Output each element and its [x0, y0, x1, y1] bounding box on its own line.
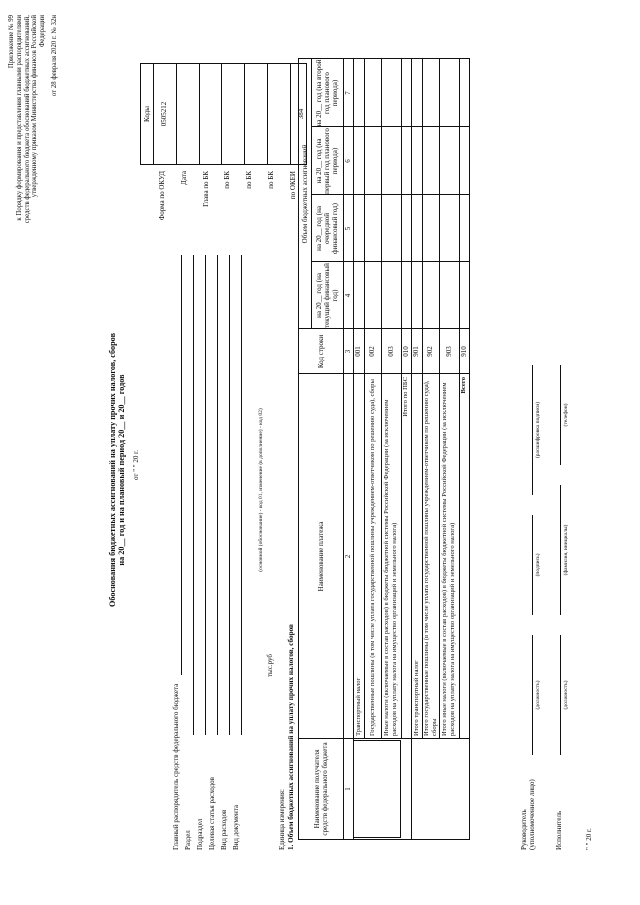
grid-line: [343, 59, 344, 839]
th-recipient: Наименование получателя средств федерального бюджета: [312, 742, 329, 836]
column-number: 5: [343, 226, 352, 231]
payment-name: Государственные пошлины (в том числе уплата государственной пошлины учреждением-ответчиком по решению суда), сборы: [368, 379, 376, 736]
header-field-row: [220, 250, 232, 850]
column-number: 3: [343, 349, 352, 354]
signature-line: [560, 365, 561, 465]
header-field-row: [196, 250, 208, 850]
th-col6: на 20__ год (на первый год планового периода): [314, 128, 340, 194]
column-number: 6: [343, 159, 352, 163]
column-number: 7: [343, 91, 352, 95]
section-title: 1. Объем бюджетных ассигнований на уплату прочих налогов, сборов: [287, 624, 295, 850]
code-value: 0505212: [154, 64, 177, 164]
code-label: по БК: [245, 171, 254, 189]
sig-position-caption: (должность): [535, 680, 541, 710]
code-label: по БК: [223, 171, 232, 189]
head-label-line: Руководитель: [520, 809, 528, 850]
row-code: 901: [412, 346, 421, 357]
code-label: по БК: [266, 171, 275, 189]
appendix-line: от 28 февраля 2020 г. № 32н: [51, 15, 59, 97]
payment-name: Итого государственные пошлины (в том числе уплата государственной пошлины учреждением-ответчиком по решению суда), сборы: [422, 380, 438, 736]
header-field-label: Подраздел: [196, 818, 204, 850]
column-number: 2: [343, 554, 352, 559]
header-field-label: Вид расходов: [220, 809, 228, 850]
code-label: Глава по БК: [201, 171, 210, 207]
header-field-label: Вид документа: [232, 804, 240, 850]
header-field-label: Целевая статья расходов: [208, 777, 216, 850]
payment-name: Всего: [460, 377, 468, 394]
allocations-table: [298, 58, 470, 840]
grid-line: [299, 738, 469, 739]
exec-fio-caption: (фамилия, инициалы): [563, 524, 569, 576]
unit-label: Единица измерения:: [278, 789, 286, 850]
payment-name: Иные налоги (включаемые в состав расходов) в бюджеты бюджетной системы Российской Федерации (за исключением расходов на уплату налога на имущество организаций и земельного налога): [383, 399, 398, 736]
doc-type-hint: (основной (обоснование) - код 01, изменение (в дополнение) - код 02): [258, 408, 264, 572]
column-number: 1: [343, 787, 352, 791]
grid-line: [381, 59, 382, 739]
codes-header: Коды: [141, 64, 154, 164]
head-label: [520, 779, 536, 850]
appendix-note: [8, 15, 59, 345]
sig-decoding-caption: (расшифровка подписи): [535, 401, 541, 459]
signature-line: [532, 635, 533, 755]
code-value: [200, 64, 223, 164]
code-value: [222, 64, 245, 164]
grid-line: [364, 59, 365, 739]
header-field-line: [217, 255, 218, 735]
codes-box: [140, 63, 307, 165]
header-field-line: [229, 255, 230, 735]
signature-line: [560, 485, 561, 615]
signature-line: [532, 515, 533, 615]
column-number: 4: [343, 293, 352, 298]
row-code: 003: [386, 346, 395, 357]
appendix-line: утвержденному приказом Министерства финансов Российской: [31, 15, 39, 198]
header-field-row: [232, 250, 244, 850]
row-code: 902: [426, 346, 435, 357]
header-field-row: [184, 250, 196, 850]
header-fields: [172, 250, 244, 850]
header-field-line: [241, 255, 242, 735]
header-field-row: [172, 250, 184, 850]
grid-line: [401, 59, 402, 739]
payment-name: Транспортный налог: [354, 677, 362, 736]
code-label: Дата: [179, 171, 188, 185]
grid-line: [353, 59, 354, 839]
th-payment: Наименование платежа: [316, 521, 325, 592]
signature-line: [560, 635, 561, 755]
th-col7: на 20__ год (на второй год планового периода): [314, 59, 340, 127]
row-code: 903: [444, 346, 453, 357]
title-date: от " " 20 г.: [132, 450, 140, 481]
document-title: [108, 255, 127, 685]
code-label: Форма по ОКУД: [158, 171, 166, 221]
exec-position-caption: (должность): [563, 680, 569, 710]
grid-line: [311, 261, 469, 262]
appendix-line: Федерации: [39, 15, 47, 48]
grid-line: [411, 59, 412, 839]
code-value: [245, 64, 268, 164]
signature-date: " " 20 г.: [585, 828, 593, 850]
grid-line: [459, 59, 460, 739]
row-code: 010: [401, 346, 410, 357]
code-value: [177, 64, 200, 164]
code-value: [268, 64, 291, 164]
payment-name: Итого по ПБС: [402, 377, 410, 417]
appendix-line: к Порядку формирования и представления главными распорядителями: [15, 15, 23, 221]
row-code: 001: [354, 346, 363, 357]
row-code: 910: [459, 346, 468, 357]
grid-line: [439, 59, 440, 739]
th-col4: на 20__ год (на текущий финансовый год): [314, 263, 340, 328]
title-line: Обоснования бюджетных ассигнований на уплату прочих налогов, сборов: [108, 333, 117, 607]
header-field-label: Главный распорядитель средств федерального бюджета: [172, 683, 180, 850]
grid-line: [422, 59, 423, 739]
grid-line: [311, 126, 469, 127]
payment-name: Итого транспортный налог: [412, 660, 420, 736]
sig-signature-caption: (подпись): [535, 553, 541, 577]
signature-line: [532, 365, 533, 495]
executor-label: Исполнитель: [555, 810, 563, 850]
appendix-line: Приложение № 99: [8, 15, 15, 69]
th-col5: на 20__ год (на очередной финансовый год): [314, 203, 340, 254]
grid-line: [311, 194, 469, 195]
code-label: по ОКЕИ: [288, 171, 297, 200]
unit-value: тыс.руб: [266, 654, 274, 677]
th-row-code: Код строки: [316, 334, 325, 369]
header-field-line: [181, 255, 182, 675]
grid-line: [299, 328, 469, 329]
exec-phone-caption: (телефон): [563, 403, 569, 427]
grid-line: [299, 373, 469, 374]
th-group: Объем бюджетных ассигнований: [300, 144, 309, 244]
row-code: 002: [368, 346, 377, 357]
head-label-line: (уполномоченное лицо): [528, 779, 537, 850]
title-line: на 20__ год и на плановый период 20__ и 20__ годов: [117, 374, 127, 566]
recipient-cell: [353, 740, 401, 838]
header-field-line: [193, 255, 194, 735]
header-field-line: [205, 255, 206, 735]
payment-name: Итого иные налоги (включаемые в состав расходов) в бюджеты бюджетной системы Российской Федерации (за исключением расходов на уплату налога на имущество организаций и земельного налога): [441, 382, 456, 736]
code-value: 384: [296, 108, 305, 120]
header-field-row: [208, 250, 220, 850]
header-field-label: Раздел: [184, 830, 192, 850]
appendix-line: средств федерального бюджета обоснований бюджетных ассигнований,: [23, 15, 31, 224]
